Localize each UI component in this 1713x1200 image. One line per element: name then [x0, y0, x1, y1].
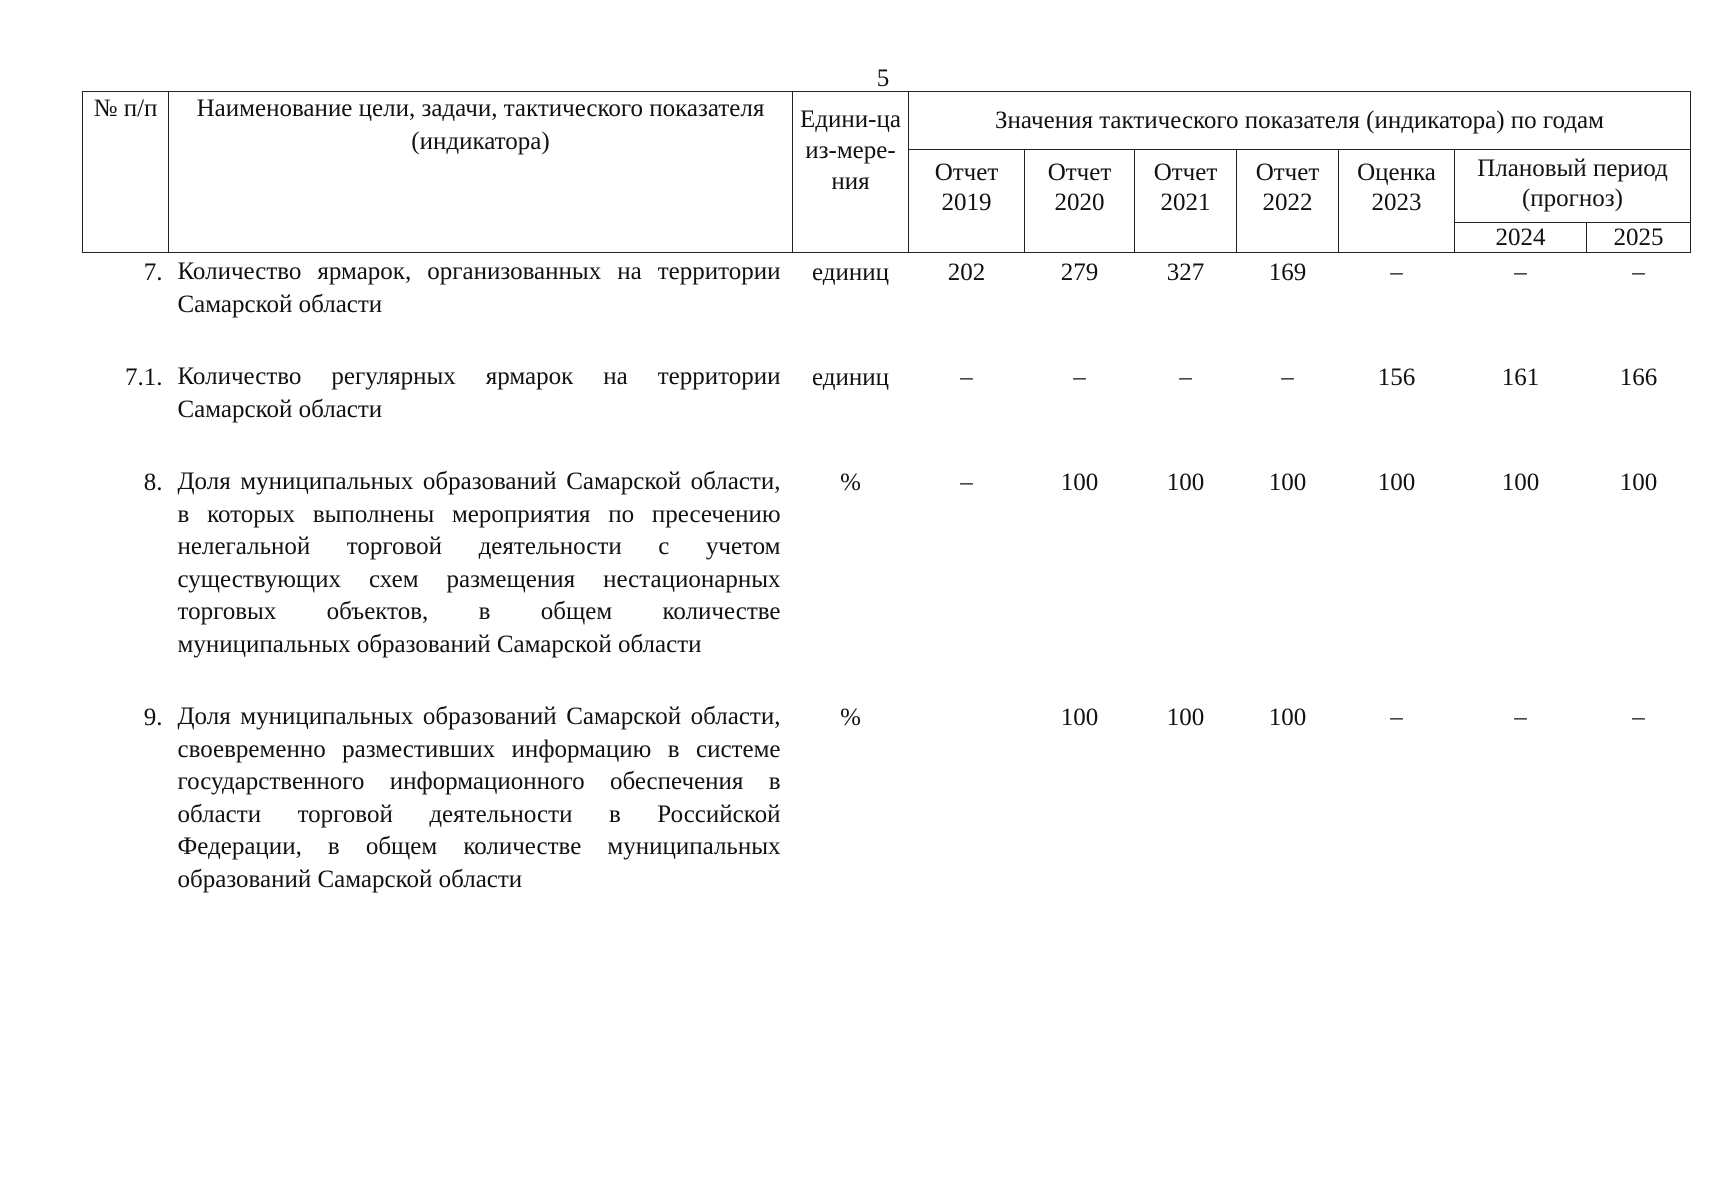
value-2019: – [960, 469, 973, 496]
value-2023: 100 [1377, 469, 1416, 496]
table-row [83, 466, 1691, 701]
value-2022: 169 [1268, 259, 1307, 286]
header-name: Наименование цели, задачи, тактического показателя (индикатора) [169, 92, 793, 253]
value-2025: 166 [1619, 364, 1658, 391]
row-number: 7. [143, 259, 163, 286]
row-unit: % [840, 704, 861, 731]
row-name: Доля муниципальных образований Самарской области, в которых выполнены мероприятия по пресечению нелегальной торговой деятельности с учетом существующих схем размещения нестационарных торговых объектов, в общем количестве муниципальных образований Самарской области [177, 468, 781, 658]
header-year-2023: Оценка 2023 [1339, 150, 1455, 253]
header-year-2019: Отчет 2019 [909, 150, 1025, 253]
value-2025: 100 [1619, 469, 1658, 496]
value-2022: 100 [1268, 469, 1307, 496]
header-num: № п/п [83, 92, 169, 253]
page-number: 5 [876, 65, 890, 92]
value-2024: – [1514, 704, 1527, 731]
value-2020: 100 [1060, 469, 1099, 496]
row-name: Доля муниципальных образований Самарской области, своевременно разместивших информацию в системе государственного информационного обеспечения в области торговой деятельности в Российской Федерации, в общем количестве муниципальных образований Самарской области [177, 703, 781, 893]
table-row [83, 361, 1691, 466]
header-plan-year-2025: 2025 [1587, 223, 1691, 253]
row-unit: единиц [811, 364, 889, 391]
table-header [83, 92, 1691, 253]
header-plan-year-2024: 2024 [1455, 223, 1587, 253]
value-2023: – [1390, 704, 1403, 731]
row-number: 8. [143, 469, 163, 496]
header-year-2022: Отчет 2022 [1237, 150, 1339, 253]
value-2022: – [1281, 364, 1294, 391]
value-2022: 100 [1268, 704, 1307, 731]
row-number: 9. [143, 704, 163, 731]
value-2021: 100 [1166, 704, 1205, 731]
table-body [83, 253, 1691, 937]
value-2019: 202 [947, 259, 986, 286]
value-2023: 156 [1377, 364, 1416, 391]
indicator-table [82, 91, 1691, 936]
row-unit: единиц [811, 259, 889, 286]
header-unit: Едини-ца из-мере-ния [793, 92, 909, 253]
value-2021: 327 [1166, 259, 1205, 286]
value-2024: 100 [1501, 469, 1540, 496]
row-number: 7.1. [125, 364, 163, 391]
value-2020: 279 [1060, 259, 1099, 286]
row-name: Количество регулярных ярмарок на территории Самарской области [177, 363, 781, 423]
value-2023: – [1390, 259, 1403, 286]
header-values-group: Значения тактического показателя (индикатора) по годам [909, 92, 1691, 150]
header-plan-group: Плановый период (прогноз) [1455, 150, 1691, 223]
value-2021: – [1179, 364, 1192, 391]
header-year-2021: Отчет 2021 [1135, 150, 1237, 253]
value-2025: – [1632, 259, 1645, 286]
value-2019 [909, 701, 1025, 936]
header-year-2020: Отчет 2020 [1025, 150, 1135, 253]
value-2021: 100 [1166, 469, 1205, 496]
row-name: Количество ярмарок, организованных на территории Самарской области [177, 258, 781, 318]
value-2020: 100 [1060, 704, 1099, 731]
table-row [83, 253, 1691, 362]
value-2019: – [960, 364, 973, 391]
table-row [83, 701, 1691, 936]
value-2024: 161 [1501, 364, 1540, 391]
row-unit: % [840, 469, 861, 496]
value-2020: – [1073, 364, 1086, 391]
value-2025: – [1632, 704, 1645, 731]
value-2024: – [1514, 259, 1527, 286]
